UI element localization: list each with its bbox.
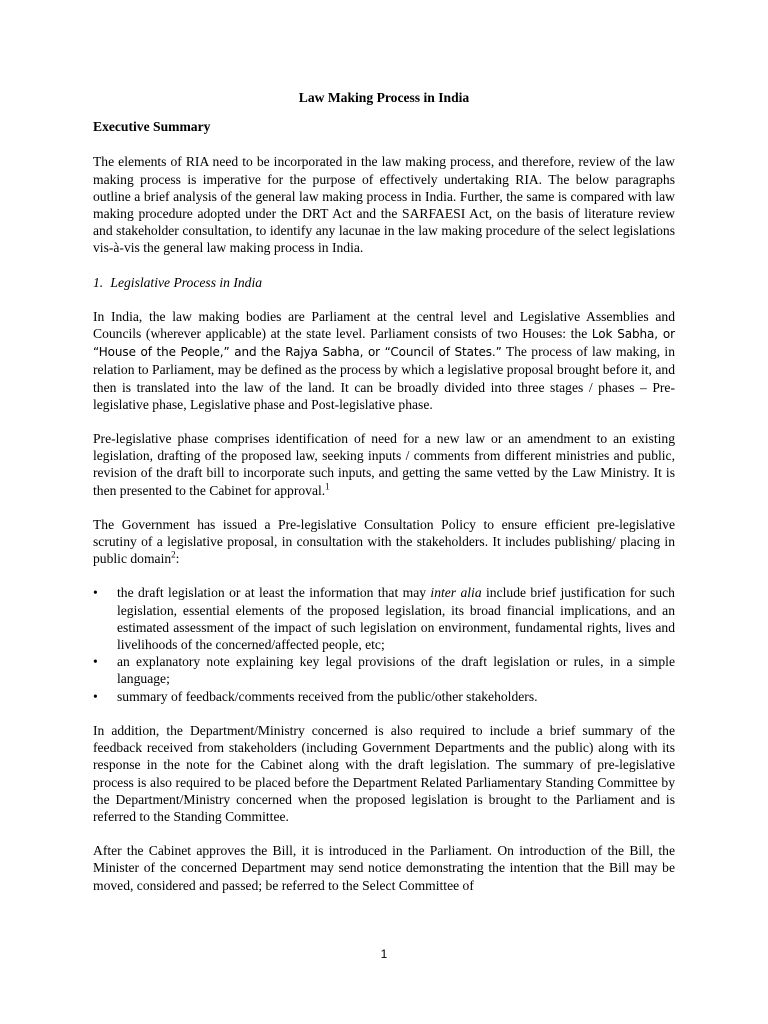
bullet-1-text-a: the draft legislation or at least the information that may [117,585,427,601]
footnote-reference-2[interactable]: 2 [171,549,176,560]
consultation-policy-paragraph [93,516,675,568]
consultation-policy-text: The Government has issued a Pre-legislative Consultation Policy to ensure efficient pre-legislative scrutiny of a legislative proposal, in consultation with the stakeholders. It includes publishing/ placing in public domain [93,516,675,567]
list-item [93,653,675,687]
executive-summary-heading: Executive Summary [93,119,211,135]
footnote-reference-1[interactable]: 1 [325,481,330,492]
bullet-1-text-b: include brief justification for such legislation, essential elements of the proposed legislation, its broad financial implications, and an estimated assessment of the impact of such legislation on environment, fundamental rights, lives and livelihoods of the concerned/affected people, etc; [117,585,675,653]
bullet-3-text: summary of feedback/comments received from the public/other stakeholders. [117,688,538,704]
parliament-paragraph [93,308,675,413]
bullet-2-text: an explanatory note explaining key legal provisions of the draft legislation or rules, in a simple language; [117,654,675,687]
document-title: Law Making Process in India [298,90,470,105]
policy-bullet-list [93,584,675,704]
page-number: 1 [380,947,388,961]
section-heading-legislative-process [93,274,675,291]
executive-summary-paragraph: The elements of RIA need to be incorporated in the law making process, and therefore, review of the law making process is imperative for the purpose of effectively undertaking RIA. The below paragraphs outline a brief analysis of the general law making process in India. Further, the same is compared with law making procedure adopted under the DRT Act and the SARFAESI Act, on the basis of literature review and stakeholder consultation, to identify any lacunae in the law making procedure of the select legislations vis-à-vis the general law making process in India. [93,154,675,256]
list-item [93,584,675,653]
pre-legislative-paragraph [93,430,675,499]
bullet-icon: • [93,688,98,704]
section-number: 1. [93,274,104,290]
consultation-policy-colon: : [175,551,180,567]
bullet-1-italic-text: inter alia [430,585,482,601]
list-item [93,688,675,705]
pre-legislative-text: Pre-legislative phase comprises identification of need for a new law or an amendment to an existing legislation, drafting of the proposed law, seeking inputs / comments from different ministries and public, revision of the draft bill to incorporate such inputs, and getting the same vetted by the Law Ministry. It is then presented to the Cabinet for approval. [93,431,675,498]
parliament-houses-text: Lok Sabha, or “House of the People,” and the Rajya Sabha, or “Council of States.” [93,327,675,360]
bullet-icon: • [93,654,98,670]
section-title: Legislative Process in India [110,274,263,290]
cabinet-paragraph: After the Cabinet approves the Bill, it is introduced in the Parliament. On introduction of the Bill, the Minister of the concerned Department may send notice demonstrating the intention that the Bill may be moved, considered and passed; be referred to the Select Committee of [93,843,675,893]
bullet-icon: • [93,585,98,601]
addition-paragraph: In addition, the Department/Ministry concerned is also required to include a brief summary of the feedback received from stakeholders (including Government Departments and the public) along with its response in the note for the Cabinet along with the draft legislation. The summary of pre-legislative process is also required to be placed before the Department Related Parliamentary Standing Committee by the Department/Ministry concerned when the proposed legislation is brought to the Parliament and is referred to the Standing Committee. [93,722,675,824]
document-page [93,89,675,911]
parliament-paragraph-text-a: In India, the law making bodies are Parliament at the central level and Legislative Assemblies and Councils (wherever applicable) at the state level. Parliament consists of two Houses: the [93,308,675,342]
parliament-paragraph-text-b: The process of law making, in relation to Parliament, may be defined as the process by which a legislative proposal brought before it, and then is translated into the law of the land. It can be broadly divided into three stages / phases – Pre-legislative phase, Legislative phase and Post-legislative phase. [93,344,676,412]
